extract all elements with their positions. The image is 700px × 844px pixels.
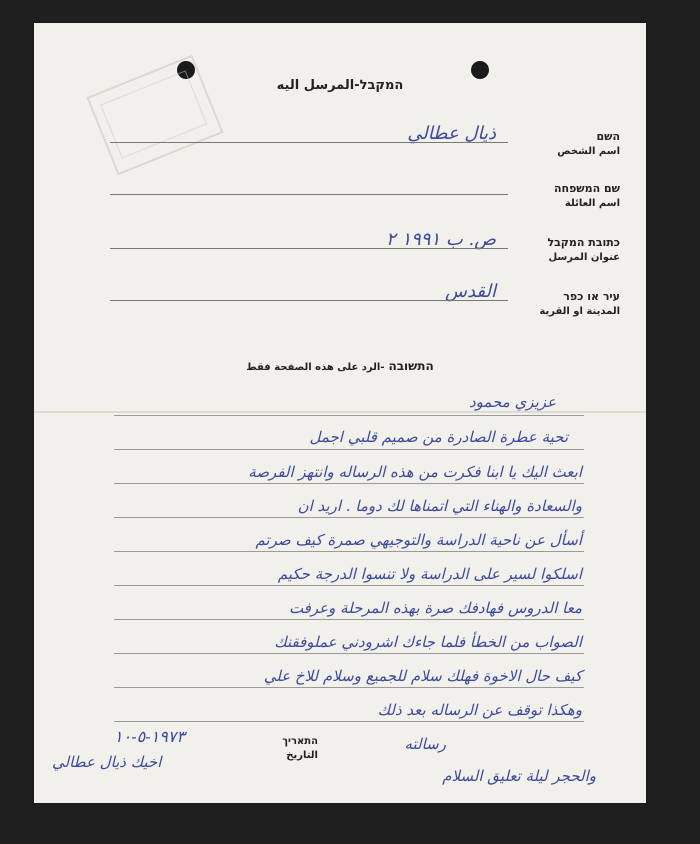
letter-line: تحية عطرة الصادرة من صميم قلبي اجمل <box>309 428 568 446</box>
name-value: ذيال عطالي <box>407 123 496 144</box>
family-name-label: שם המשפחה اسم العائلة <box>553 182 620 209</box>
address-label: כתובת המקבל عنوان المرسل <box>547 236 620 263</box>
letter-line: ابعث اليك يا ابنا فكرت من هذه الرساله وانتهز الفرصة <box>248 463 582 481</box>
city-line <box>110 300 508 301</box>
answer-title: התשובה-الرد على هذه الصفحة فقط <box>246 359 434 373</box>
letter-line: والسعادة والهناء التي اتمناها لك دوما . اريد ان <box>297 497 582 515</box>
punch-hole-right <box>471 61 489 79</box>
family-name-line <box>110 194 508 195</box>
date-value: ١٩٧٣-٥-١٠ <box>114 727 185 746</box>
letter-line: معا الدروس فهادفك صرة بهذه المرحلة وعرفت <box>288 599 582 617</box>
name-line <box>110 142 508 143</box>
address-value: ص. ب ١٩٩١ ٢ <box>386 229 496 250</box>
faded-stamp <box>86 55 223 176</box>
letter-line: كيف حال الاخوة فهلك سلام للجميع وسلام للاخ علي <box>263 667 582 685</box>
letter-closing: والحجر ليلة تعليق السلام <box>442 767 596 785</box>
letter-line: اسلكوا لسير على الدراسة ولا تنسوا الدرجة حكيم <box>277 565 582 583</box>
letter-line: وهكذا توقف عن الرساله بعد ذلك <box>377 701 582 719</box>
letter-line: الصواب من الخطأ فلما جاءك اشرودني عملوفقنك <box>274 633 582 651</box>
paper-fold <box>34 411 646 413</box>
city-label: עיר או כפר المدينة او القرية <box>539 290 620 317</box>
letter-line: رسالته <box>404 735 446 753</box>
letter-sheet <box>34 23 646 803</box>
name-label: השם اسم الشخص <box>557 130 620 157</box>
city-value: القدس <box>444 281 496 302</box>
address-line <box>110 248 508 249</box>
signature: اخيك ذيال عطالي <box>52 753 162 771</box>
date-label: התאריך التاريخ <box>282 736 318 761</box>
letter-line: أسأل عن ناحية الدراسة والتوجيهي صمرة كيف صرتم <box>255 531 582 549</box>
recipient-header: המקבל-المرسل اليه <box>276 78 404 93</box>
letter-greeting: عزيزي محمود <box>468 393 556 411</box>
